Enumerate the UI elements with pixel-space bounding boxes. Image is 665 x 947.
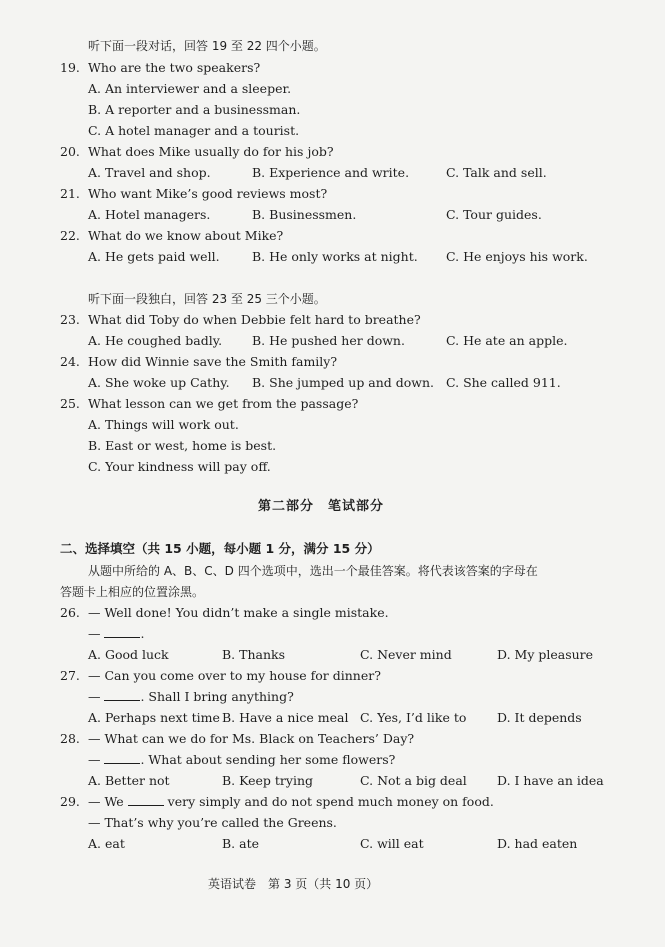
question-19-option-c: C. A hotel manager and a tourist.: [88, 123, 300, 138]
question-22-text: What do we know about Mike?: [88, 228, 284, 243]
question-25-option-a: A. Things will work out.: [88, 417, 239, 432]
question-22-option-b: B. He only works at night.: [252, 249, 418, 264]
question-29-number: 29.: [60, 794, 80, 809]
question-19-option-a: A. An interviewer and a sleeper.: [88, 81, 292, 96]
question-21-option-b: B. Businessmen.: [252, 207, 357, 222]
question-26-option-b: B. Thanks: [222, 647, 286, 662]
question-29-line-1: [88, 794, 494, 810]
question-29-option-b: B. ate: [222, 836, 260, 851]
question-24-option-a: A. She woke up Cathy.: [88, 375, 230, 390]
question-26-line-2: [88, 626, 144, 642]
question-24-option-b: B. She jumped up and down.: [252, 375, 435, 390]
dash: —: [88, 689, 101, 704]
question-19-option-b: B. A reporter and a businessman.: [88, 102, 301, 117]
question-25-text: What lesson can we get from the passage?: [88, 396, 359, 411]
answer-blank: [104, 689, 140, 701]
question-20-number: 20.: [60, 144, 80, 159]
question-28-line-2: [88, 752, 395, 768]
question-19-text: Who are the two speakers?: [88, 60, 261, 75]
question-27-option-a: A. Perhaps next time: [88, 710, 220, 725]
question-29-option-d: D. had eaten: [497, 836, 578, 851]
question-22-number: 22.: [60, 228, 80, 243]
answer-blank: [128, 794, 164, 806]
question-27-number: 27.: [60, 668, 80, 683]
question-26-number: 26.: [60, 605, 80, 620]
question-21-option-c: C. Tour guides.: [446, 207, 542, 222]
question-19-number: 19.: [60, 60, 80, 75]
question-23-option-a: A. He coughed badly.: [88, 333, 223, 348]
question-26-line-1: — Well done! You didn’t make a single mistake.: [88, 605, 389, 620]
question-22-option-a: A. He gets paid well.: [88, 249, 220, 264]
question-27-option-b: B. Have a nice meal: [222, 710, 349, 725]
question-28-line-1: — What can we do for Ms. Black on Teachers’ Day?: [88, 731, 415, 746]
question-21-text: Who want Mike’s good reviews most?: [88, 186, 328, 201]
question-25-option-c: C. Your kindness will pay off.: [88, 459, 271, 474]
question-24-option-c: C. She called 911.: [446, 375, 561, 390]
question-27-line-2: [88, 689, 294, 705]
question-23-option-c: C. He ate an apple.: [446, 333, 568, 348]
dash: —: [88, 626, 101, 641]
question-22-option-c: C. He enjoys his work.: [446, 249, 588, 264]
question-28-number: 28.: [60, 731, 80, 746]
question-20-option-a: A. Travel and shop.: [88, 165, 211, 180]
question-26-option-c: C. Never mind: [360, 647, 452, 662]
question-20-option-b: B. Experience and write.: [252, 165, 410, 180]
question-29-option-a: A. eat: [88, 836, 125, 851]
question-20-text: What does Mike usually do for his job?: [88, 144, 334, 159]
question-20-option-c: C. Talk and sell.: [446, 165, 547, 180]
question-27-option-c: C. Yes, I’d like to: [360, 710, 467, 725]
question-28-option-a: A. Better not: [88, 773, 170, 788]
question-26-option-a: A. Good luck: [88, 647, 169, 662]
answer-blank: [104, 626, 140, 638]
question-29-option-c: C. will eat: [360, 836, 424, 851]
question-23-text: What did Toby do when Debbie felt hard to breathe?: [88, 312, 421, 327]
question-29-line-2: — That’s why you’re called the Greens.: [88, 815, 337, 830]
question-27-option-d: D. It depends: [497, 710, 582, 725]
question-21-option-a: A. Hotel managers.: [88, 207, 211, 222]
question-28-option-b: B. Keep trying: [222, 773, 314, 788]
question-25-option-b: B. East or west, home is best.: [88, 438, 277, 453]
dash: —: [88, 752, 101, 767]
question-28-option-c: C. Not a big deal: [360, 773, 467, 788]
answer-blank: [104, 752, 140, 764]
listening-instruction-1: 听下面一段对话，回答 19 至 22 四个小题。: [88, 39, 326, 53]
question-24-number: 24.: [60, 354, 80, 369]
question-24-text: How did Winnie save the Smith family?: [88, 354, 338, 369]
question-27-line-1: — Can you come over to my house for dinner?: [88, 668, 381, 683]
line-2-rest: . What about sending her some flowers?: [140, 752, 396, 767]
line-2-rest: . Shall I bring anything?: [140, 689, 294, 704]
section-instruction-line-2: 答题卡上相应的位置涂黑。: [60, 585, 205, 599]
part-two-heading: 第二部分 笔试部分: [258, 499, 385, 514]
question-26-option-d: D. My pleasure: [497, 647, 594, 662]
question-25-number: 25.: [60, 396, 80, 411]
question-23-number: 23.: [60, 312, 80, 327]
question-28-option-d: D. I have an idea: [497, 773, 604, 788]
question-23-option-b: B. He pushed her down.: [252, 333, 405, 348]
section-title: 二、选择填空（共 15 小题，每小题 1 分，满分 15 分）: [60, 541, 380, 556]
question-21-number: 21.: [60, 186, 80, 201]
section-instruction-line-1: 从题中所给的 A、B、C、D 四个选项中，选出一个最佳答案。将代表该答案的字母在: [88, 564, 538, 578]
line-1-rest: very simply and do not spend much money on food.: [167, 794, 494, 809]
line-1-start: — We: [88, 794, 124, 809]
listening-instruction-2: 听下面一段独白，回答 23 至 25 三个小题。: [88, 292, 326, 306]
line-2-rest: .: [140, 626, 145, 641]
page-footer: 英语试卷 第 3 页（共 10 页）: [208, 877, 379, 891]
